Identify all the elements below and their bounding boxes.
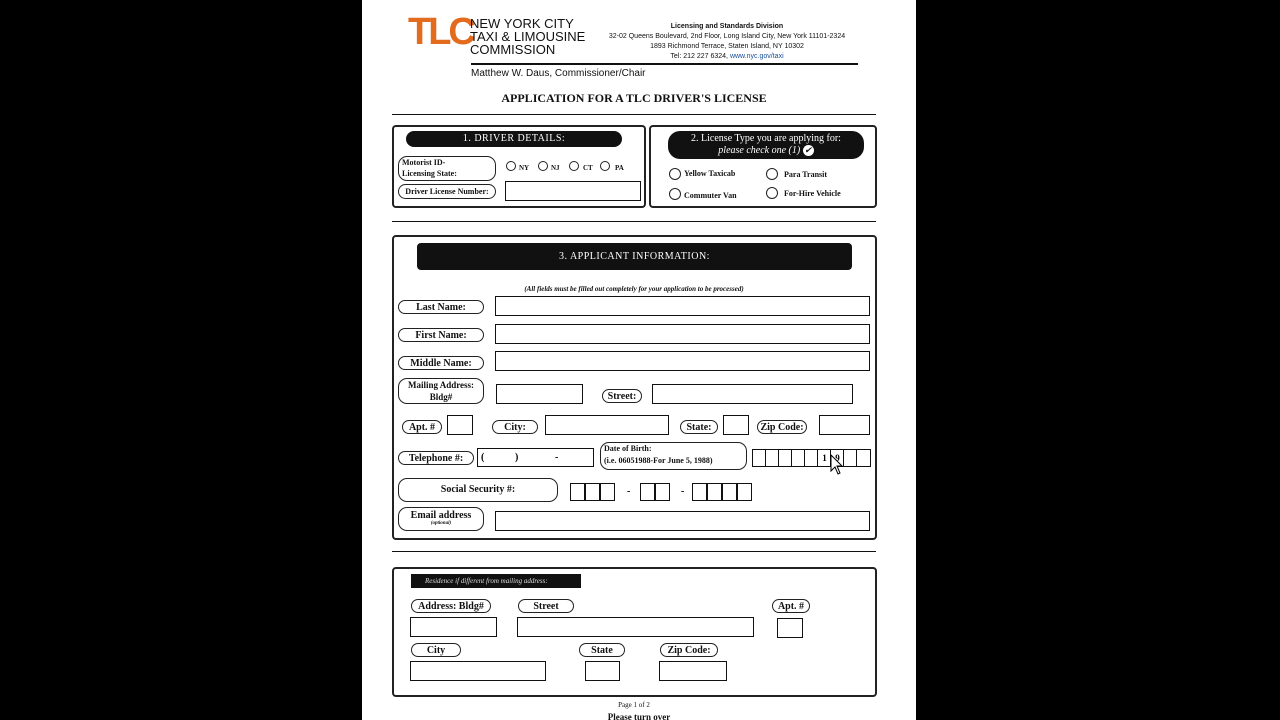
yellow-taxicab-radio[interactable] [669,168,681,180]
email-label [398,507,484,531]
state-nj-radio[interactable] [538,161,548,171]
para-transit-label: Para Transit [784,170,828,179]
ssn-dash-2: - [681,486,685,497]
residence-state-input[interactable] [585,661,620,681]
contact-line [592,52,862,62]
dob-digit-7[interactable]: 9 [830,449,845,467]
zip-code-label: Zip Code: [757,420,807,434]
street-label: Street: [602,389,642,403]
first-name-input[interactable] [495,324,870,344]
driver-license-input[interactable] [505,181,641,201]
license-type-heading [668,131,864,159]
commuter-van-label: Commuter Van [684,191,737,200]
title-rule [392,114,876,115]
ssn-digit-8[interactable] [722,483,737,501]
apt-input[interactable] [447,415,473,435]
for-hire-vehicle-label: For-Hire Vehicle [784,189,841,198]
dob-label: Date of Birth: (i.e. 06051988-For June 5, 1988) [600,442,747,470]
address-line-1: 32-02 Queens Boulevard, 2nd Floor, Long Island City, New York 11101-2324 [608,33,846,40]
residence-zip-label: Zip Code: [660,643,718,657]
apt-label: Apt. # [402,420,442,434]
middle-name-input[interactable] [495,351,870,371]
phone-dash: - [555,452,559,463]
residence-street-input[interactable] [517,617,754,637]
ssn-digit-3[interactable] [600,483,615,501]
residence-zip-input[interactable] [659,661,727,681]
mailing-bldg-input[interactable] [496,384,583,404]
state-ct-radio[interactable] [569,161,579,171]
header-rule [471,63,858,65]
residence-city-label: City [411,643,461,657]
ssn-digit-5[interactable] [655,483,670,501]
email-input[interactable] [495,511,870,531]
middle-name-label: Middle Name: [398,356,484,370]
tlc-logo: TLC [408,11,473,53]
ssn-label: Social Security #: [398,478,558,502]
ssn-digit-6[interactable] [692,483,707,501]
org-line-2: TAXI & LIMOUSINE [470,29,586,44]
ssn-digit-2[interactable] [585,483,600,501]
license-type-heading-text: 2. License Type you are applying for: [691,133,841,144]
applicant-note: (All fields must be filled out completely for your application to be processed) [524,285,744,293]
email-optional-text: (optional) [430,521,452,526]
yellow-taxicab-label: Yellow Taxicab [684,169,736,178]
telephone-input[interactable] [477,448,594,467]
first-name-label: First Name: [398,328,484,342]
mouse-cursor-icon [830,454,844,476]
ssn-digit-4[interactable] [640,483,655,501]
address-line-2: 1893 Richmond Terrace, Staten Island, NY 10302 [650,43,804,50]
state-ny-radio[interactable] [506,161,516,171]
street-input[interactable] [652,384,853,404]
dob-digit-boxes [752,449,874,467]
dob-digit-9[interactable] [856,449,871,467]
last-name-input[interactable] [495,296,870,316]
org-line-3: COMMISSION [470,42,556,57]
mailing-address-label: Mailing Address: Bldg# [398,378,484,404]
last-name-label: Last Name: [398,300,484,314]
telephone-label: Telephone #: [398,451,474,465]
para-transit-radio[interactable] [766,168,778,180]
please-turn-over: Please turn over [607,712,671,720]
section-divider [392,221,876,222]
ssn-digit-9[interactable] [737,483,752,501]
motorist-id-label: Motorist ID- Licensing State: [398,156,496,181]
residence-state-label: State [579,643,625,657]
phone-close-paren: ) [515,452,519,463]
license-type-subheading [668,145,864,157]
city-label: City: [492,420,538,434]
commissioner-name: Matthew W. Daus, Commissioner/Chair [471,68,646,79]
zip-code-input[interactable] [819,415,870,435]
division-name: Licensing and Standards Division [670,23,784,30]
email-label-text: Email address [410,510,472,521]
driver-license-label: Driver License Number: [398,184,496,199]
commuter-van-radio[interactable] [669,188,681,200]
state-ct-label: CT [583,164,593,172]
ssn-digit-1[interactable] [570,483,585,501]
state-ny-label: NY [519,164,530,172]
form-page [362,0,916,720]
section-divider-2 [392,551,876,552]
residence-heading: Residence if different from mailing address: [411,574,581,588]
license-type-subheading-text: please check one (1) [718,145,801,156]
residence-bldg-label: Address: Bldg# [411,599,491,613]
residence-apt-input[interactable] [777,618,803,638]
phone-open-paren: ( [481,452,485,463]
state-pa-label: PA [615,164,624,172]
website-link[interactable]: www.nyc.gov/taxi [729,53,784,60]
ssn-digit-7[interactable] [707,483,722,501]
for-hire-vehicle-radio[interactable] [766,187,778,199]
state-nj-label: NJ [551,164,560,172]
state-pa-radio[interactable] [600,161,610,171]
ssn-dash-1: - [627,486,631,497]
org-line-1: NEW YORK CITY [470,16,574,31]
residence-city-input[interactable] [410,661,546,681]
dob-digit-6[interactable]: 1 [817,449,832,467]
city-input[interactable] [545,415,669,435]
state-label: State: [680,420,718,434]
residence-bldg-input[interactable] [410,617,497,637]
residence-street-label: Street [518,599,574,613]
division-block [592,22,862,62]
org-name [470,17,585,56]
applicant-info-heading: 3. APPLICANT INFORMATION: [417,243,852,270]
check-icon: ✔ [804,145,812,155]
state-input[interactable] [723,415,749,435]
form-title: APPLICATION FOR A TLC DRIVER'S LICENSE [501,91,767,105]
residence-apt-label: Apt. # [772,599,810,613]
page-number: Page 1 of 2 [618,701,650,709]
driver-details-heading: 1. DRIVER DETAILS: [406,131,622,147]
telephone-text: Tel: 212 227 6324, [670,53,728,60]
